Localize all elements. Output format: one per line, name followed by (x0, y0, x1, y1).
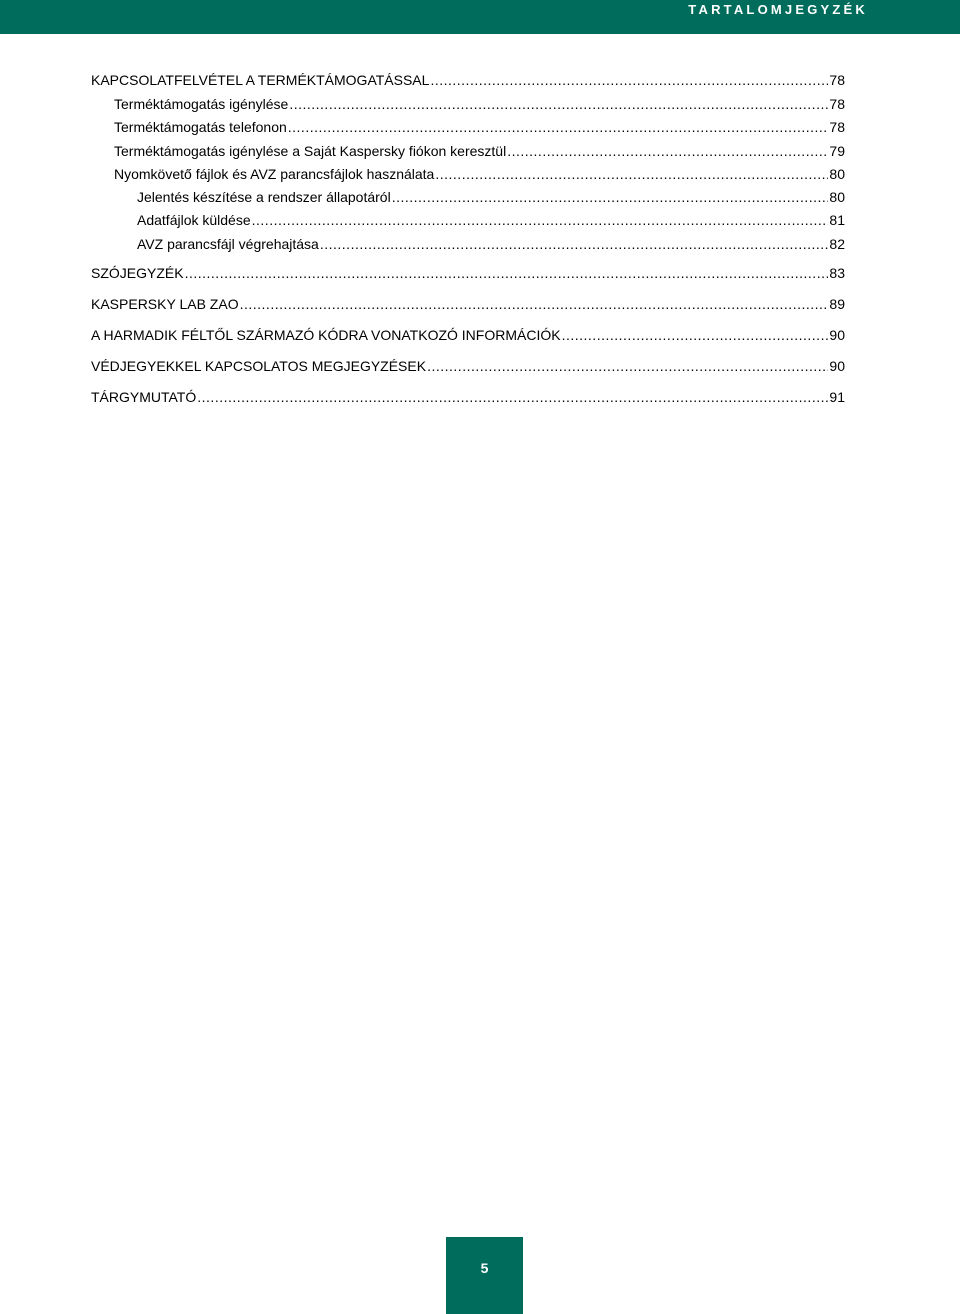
toc-entry[interactable] (114, 142, 845, 160)
toc-entry[interactable] (91, 326, 845, 344)
toc-entry-page: 81 (829, 212, 845, 228)
toc-entry-page: 78 (829, 72, 845, 88)
toc-entry-page: 90 (829, 327, 845, 343)
toc-leader-dots (320, 235, 829, 253)
toc-leader-dots (288, 118, 829, 136)
toc-leader-dots (507, 142, 828, 160)
toc-entry-title: Adatfájlok küldése (137, 212, 251, 228)
toc-entry-title: VÉDJEGYEKKEL KAPCSOLATOS MEGJEGYZÉSEK (91, 358, 427, 374)
toc-entry[interactable] (114, 118, 845, 136)
toc-entry[interactable] (137, 211, 845, 229)
toc-entry[interactable] (114, 95, 845, 113)
toc-entry[interactable] (137, 235, 845, 253)
toc-leader-dots (252, 211, 829, 229)
toc-entry-page: 83 (829, 265, 845, 281)
toc-leader-dots (427, 357, 828, 375)
toc-entry-page: 90 (829, 358, 845, 374)
toc-entry-page: 80 (829, 166, 845, 182)
toc-entry-title: AVZ parancsfájl végrehajtása (137, 236, 319, 252)
toc-leader-dots (197, 388, 828, 406)
toc-entry[interactable] (114, 165, 845, 183)
toc-entry-title: Terméktámogatás telefonon (114, 119, 287, 135)
toc-leader-dots (185, 264, 829, 282)
toc-entry-title: SZÓJEGYZÉK (91, 265, 184, 281)
toc-leader-dots (562, 326, 829, 344)
header-band (0, 0, 960, 34)
toc-leader-dots (430, 71, 828, 89)
toc-entry-title: KASPERSKY LAB ZAO (91, 296, 239, 312)
page-number: 5 (480, 1260, 489, 1276)
running-header-rest: ARTALOMJEGYZÉK (698, 2, 868, 17)
toc-entry-title: KAPCSOLATFELVÉTEL A TERMÉKTÁMOGATÁSSAL (91, 72, 430, 88)
toc-entry-title: TÁRGYMUTATÓ (91, 389, 197, 405)
toc-leader-dots (392, 188, 829, 206)
toc-entry[interactable] (91, 295, 845, 313)
toc-entry-title: Jelentés készítése a rendszer állapotáról (137, 189, 391, 205)
toc-entry[interactable] (91, 71, 845, 89)
toc-entry-page: 80 (829, 189, 845, 205)
toc-entry-title: A HARMADIK FÉLTŐL SZÁRMAZÓ KÓDRA VONATKOZÓ INFORMÁCIÓK (91, 327, 561, 343)
toc-entry-page: 82 (829, 236, 845, 252)
page-number-tab (446, 1237, 523, 1314)
toc-leader-dots (289, 95, 828, 113)
toc-entry[interactable] (91, 357, 845, 375)
toc-entry[interactable] (91, 264, 845, 282)
running-header-initial: T (688, 2, 699, 17)
toc-entry-page: 78 (829, 119, 845, 135)
toc-entry-page: 78 (829, 96, 845, 112)
toc-entry[interactable] (137, 188, 845, 206)
toc-entry-title: Nyomkövető fájlok és AVZ parancsfájlok használata (114, 166, 435, 182)
toc-entry-page: 79 (829, 143, 845, 159)
toc-entry-title: Terméktámogatás igénylése a Saját Kaspersky fiókon keresztül (114, 143, 507, 159)
toc-leader-dots (240, 295, 829, 313)
toc-entry[interactable] (91, 388, 845, 406)
running-header-title (688, 3, 868, 17)
toc-entry-page: 91 (829, 389, 845, 405)
toc-entry-title: Terméktámogatás igénylése (114, 96, 289, 112)
toc-leader-dots (435, 165, 828, 183)
toc-entry-page: 89 (829, 296, 845, 312)
